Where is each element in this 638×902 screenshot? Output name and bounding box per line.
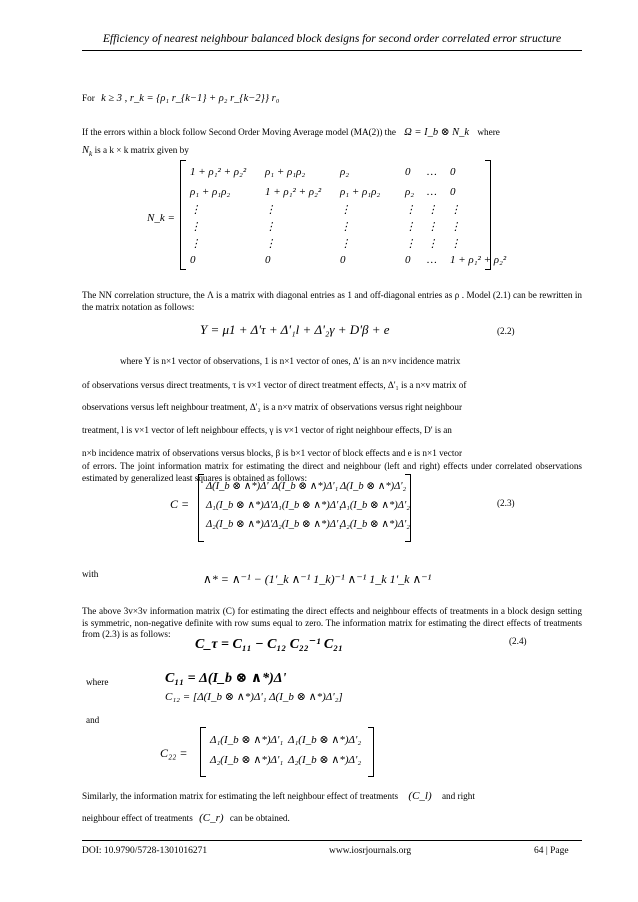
matrix-cell: Δ₂(I_b ⊗ ∧*)Δ'₁ bbox=[210, 754, 284, 766]
running-title: Efficiency of nearest neighbour balanced block designs for second order correlated error structure bbox=[102, 32, 562, 45]
similarly-text-2: neighbour effect of treatments bbox=[82, 813, 193, 823]
matrix-cell: Δ₂(I_b ⊗ ∧*)Δ'₂ bbox=[340, 519, 410, 530]
nk-label: N_k = bbox=[147, 212, 175, 224]
similarly-line-1 bbox=[82, 790, 582, 802]
matrix-cell: Δ₂(I_b ⊗ ∧*)Δ'₁ bbox=[272, 519, 342, 530]
c12-equation: C₁₂ = [Δ(I_b ⊗ ∧*)Δ'₁ Δ(I_b ⊗ ∧*)Δ'₂] bbox=[165, 691, 343, 703]
matrix-cell: Δ₂(I_b ⊗ ∧*)Δ'₂ bbox=[288, 754, 362, 766]
similarly-text-1: Similarly, the information matrix for estimating the left neighbour effect of treatments bbox=[82, 791, 399, 801]
matrix-cell: ⋮ bbox=[190, 204, 201, 216]
where-line-6: of errors. The joint information matrix for estimating the direct and neighbour (left and right) effects under correlated observations estimated by generalized least squares is obtained as follows: bbox=[82, 461, 582, 483]
matrix-cell: Δ(I_b ⊗ ∧*)Δ'₂ bbox=[340, 481, 407, 492]
matrix-cell: ⋮ bbox=[265, 238, 276, 250]
similarly-text-3: can be obtained. bbox=[229, 813, 290, 823]
wedge-star-equation: ∧* = ∧⁻¹ − (1'_k ∧⁻¹ 1_k)⁻¹ ∧⁻¹ 1_k 1'_k ∧⁻¹ bbox=[203, 572, 432, 586]
nk-left-bracket bbox=[180, 160, 186, 270]
matrix-cell: ⋮ bbox=[427, 238, 438, 250]
where-word-2: where bbox=[86, 677, 109, 687]
footer-site: www.iosrjournals.org bbox=[329, 846, 412, 856]
matrix-cell: ρ₂ bbox=[405, 186, 415, 198]
matrix-cell: ⋮ bbox=[265, 204, 276, 216]
matrix-cell: … bbox=[427, 186, 437, 198]
matrix-cell: 1 + ρ₁² + ρ₂² bbox=[265, 186, 322, 198]
nn-paragraph: The NN correlation structure, the Λ is a matrix with diagonal entries as 1 and off-diagonal entries as ρ . Model (2.1) can be rewritten in the matrix notation as follows: bbox=[82, 290, 582, 312]
similarly-line-2 bbox=[82, 812, 582, 824]
matrix-cell: 0 bbox=[265, 254, 271, 266]
matrix-cell: ⋮ bbox=[405, 204, 416, 216]
recurrence-formula: k ≥ 3 , r_k = {ρ₁ r_{k−1} + ρ₂ r_{k−2}} r₀ bbox=[101, 93, 280, 104]
c11-equation: C₁₁ = Δ(I_b ⊗ ∧*)Δ' bbox=[165, 671, 287, 686]
nk-intro-line bbox=[82, 144, 582, 160]
matrix-cell: ⋮ bbox=[450, 238, 461, 250]
equation-2-3-number: (2.3) bbox=[497, 498, 515, 508]
matrix-cell: Δ₁(I_b ⊗ ∧*)Δ' bbox=[206, 500, 273, 511]
matrix-cell: 0 bbox=[340, 254, 346, 266]
matrix-cell: Δ(I_b ⊗ ∧*)Δ'₁ bbox=[272, 481, 339, 492]
equation-2-4: C_τ = C₁₁ − C₁₂ C₂₂⁻¹ C₂₁ bbox=[195, 637, 343, 652]
equation-2-2: Y = μ1 + Δ'τ + Δ'₁l + Δ'₂γ + D'β + e bbox=[200, 322, 390, 337]
equation-2-2-number: (2.2) bbox=[497, 326, 515, 336]
c22-right-bracket bbox=[368, 727, 374, 777]
matrix-cell: ⋮ bbox=[190, 221, 201, 233]
matrix-cell: ⋮ bbox=[405, 238, 416, 250]
matrix-cell: 1 + ρ₁² + ρ₂² bbox=[450, 254, 507, 266]
matrix-cell: ⋮ bbox=[190, 238, 201, 250]
c22-left-bracket bbox=[200, 727, 206, 777]
matrix-cell: ρ₁ + ρ₁ρ₂ bbox=[190, 186, 231, 198]
matrix-cell: ⋮ bbox=[340, 221, 351, 233]
for-prefix: For bbox=[82, 93, 95, 103]
ma2-line bbox=[82, 126, 582, 139]
matrix-cell: 0 bbox=[190, 254, 196, 266]
c22-label: C₂₂ = bbox=[160, 746, 188, 760]
matrix-cell: 0 bbox=[405, 166, 411, 178]
where-line-4: treatment, l is v×1 vector of left neighbour effects, γ is v×1 vector of right neighbour effects, D' is an bbox=[82, 425, 452, 435]
omega-formula: Ω = I_b ⊗ N_k bbox=[404, 127, 470, 138]
and-word: and bbox=[86, 715, 100, 725]
with-word: with bbox=[82, 569, 99, 579]
matrix-cell: ⋮ bbox=[340, 204, 351, 216]
matrix-cell: 0 bbox=[450, 186, 456, 198]
header-rule bbox=[82, 50, 582, 51]
where-line-2: of observations versus direct treatments, τ is v×1 vector of direct treatment effects, Δ'₁ is a n×v matrix of bbox=[82, 380, 467, 390]
c-left-bracket bbox=[198, 474, 204, 542]
matrix-cell: ρ₁ + ρ₁ρ₂ bbox=[265, 166, 306, 178]
cr-symbol: (C_r) bbox=[199, 812, 224, 824]
matrix-cell: ⋮ bbox=[450, 204, 461, 216]
similarly-and: and right bbox=[441, 791, 475, 801]
equation-2-4-number: (2.4) bbox=[509, 636, 527, 646]
above-paragraph: The above 3v×3v information matrix (C) for estimating the direct effects and neighbour effects of treatments in a block design setting is symmetric, non-negative definite with row sums equal to zero. The information matrix for estimating the direct effects of treatments from (2.3) is as follows: bbox=[82, 606, 582, 639]
matrix-cell: … bbox=[427, 254, 437, 266]
matrix-cell: ρ₂ bbox=[340, 166, 350, 178]
matrix-cell: 0 bbox=[450, 166, 456, 178]
matrix-cell: Δ₁(I_b ⊗ ∧*)Δ'₁ bbox=[272, 500, 342, 511]
matrix-cell: ⋮ bbox=[427, 221, 438, 233]
matrix-cell: Δ₂(I_b ⊗ ∧*)Δ' bbox=[206, 519, 273, 530]
matrix-cell: 0 bbox=[405, 254, 411, 266]
where-line-1: where Y is n×1 vector of observations, 1 is n×1 vector of ones, Δ' is an n×v incidence matrix bbox=[120, 356, 461, 366]
matrix-cell: ⋮ bbox=[405, 221, 416, 233]
c-label: C = bbox=[170, 497, 190, 511]
matrix-cell: 1 + ρ₁² + ρ₂² bbox=[190, 166, 247, 178]
nk-intro: is a k × k matrix given by bbox=[94, 145, 189, 155]
matrix-cell: ⋮ bbox=[450, 221, 461, 233]
cl-symbol: (C_l) bbox=[408, 790, 432, 802]
footer-page: 64 | Page bbox=[534, 846, 569, 856]
where-word: where bbox=[477, 127, 500, 137]
nk-symbol: $N_k$ bbox=[82, 145, 93, 159]
matrix-cell: Δ(I_b ⊗ ∧*)Δ' bbox=[206, 481, 269, 492]
matrix-cell: ⋮ bbox=[427, 204, 438, 216]
matrix-cell: ⋮ bbox=[340, 238, 351, 250]
where-line-5: n×b incidence matrix of observations versus blocks, β is b×1 vector of block effects and e is n×1 vector bbox=[82, 448, 463, 458]
footer-rule bbox=[82, 840, 582, 841]
matrix-cell: Δ₁(I_b ⊗ ∧*)Δ'₁ bbox=[210, 734, 284, 746]
matrix-cell: … bbox=[427, 166, 437, 178]
for-line bbox=[82, 92, 582, 105]
where-line-3: observations versus left neighbour treatment, Δ'₂ is a n×v matrix of observations versus right neighbour bbox=[82, 402, 463, 412]
matrix-cell: ⋮ bbox=[265, 221, 276, 233]
footer-doi: DOI: 10.9790/5728-1301016271 bbox=[82, 846, 208, 856]
matrix-cell: ρ₁ + ρ₁ρ₂ bbox=[340, 186, 381, 198]
matrix-cell: Δ₁(I_b ⊗ ∧*)Δ'₂ bbox=[288, 734, 362, 746]
matrix-cell: Δ₁(I_b ⊗ ∧*)Δ'₂ bbox=[340, 500, 410, 511]
ma2-text: If the errors within a block follow Second Order Moving Average model (MA(2)) the bbox=[82, 127, 396, 137]
